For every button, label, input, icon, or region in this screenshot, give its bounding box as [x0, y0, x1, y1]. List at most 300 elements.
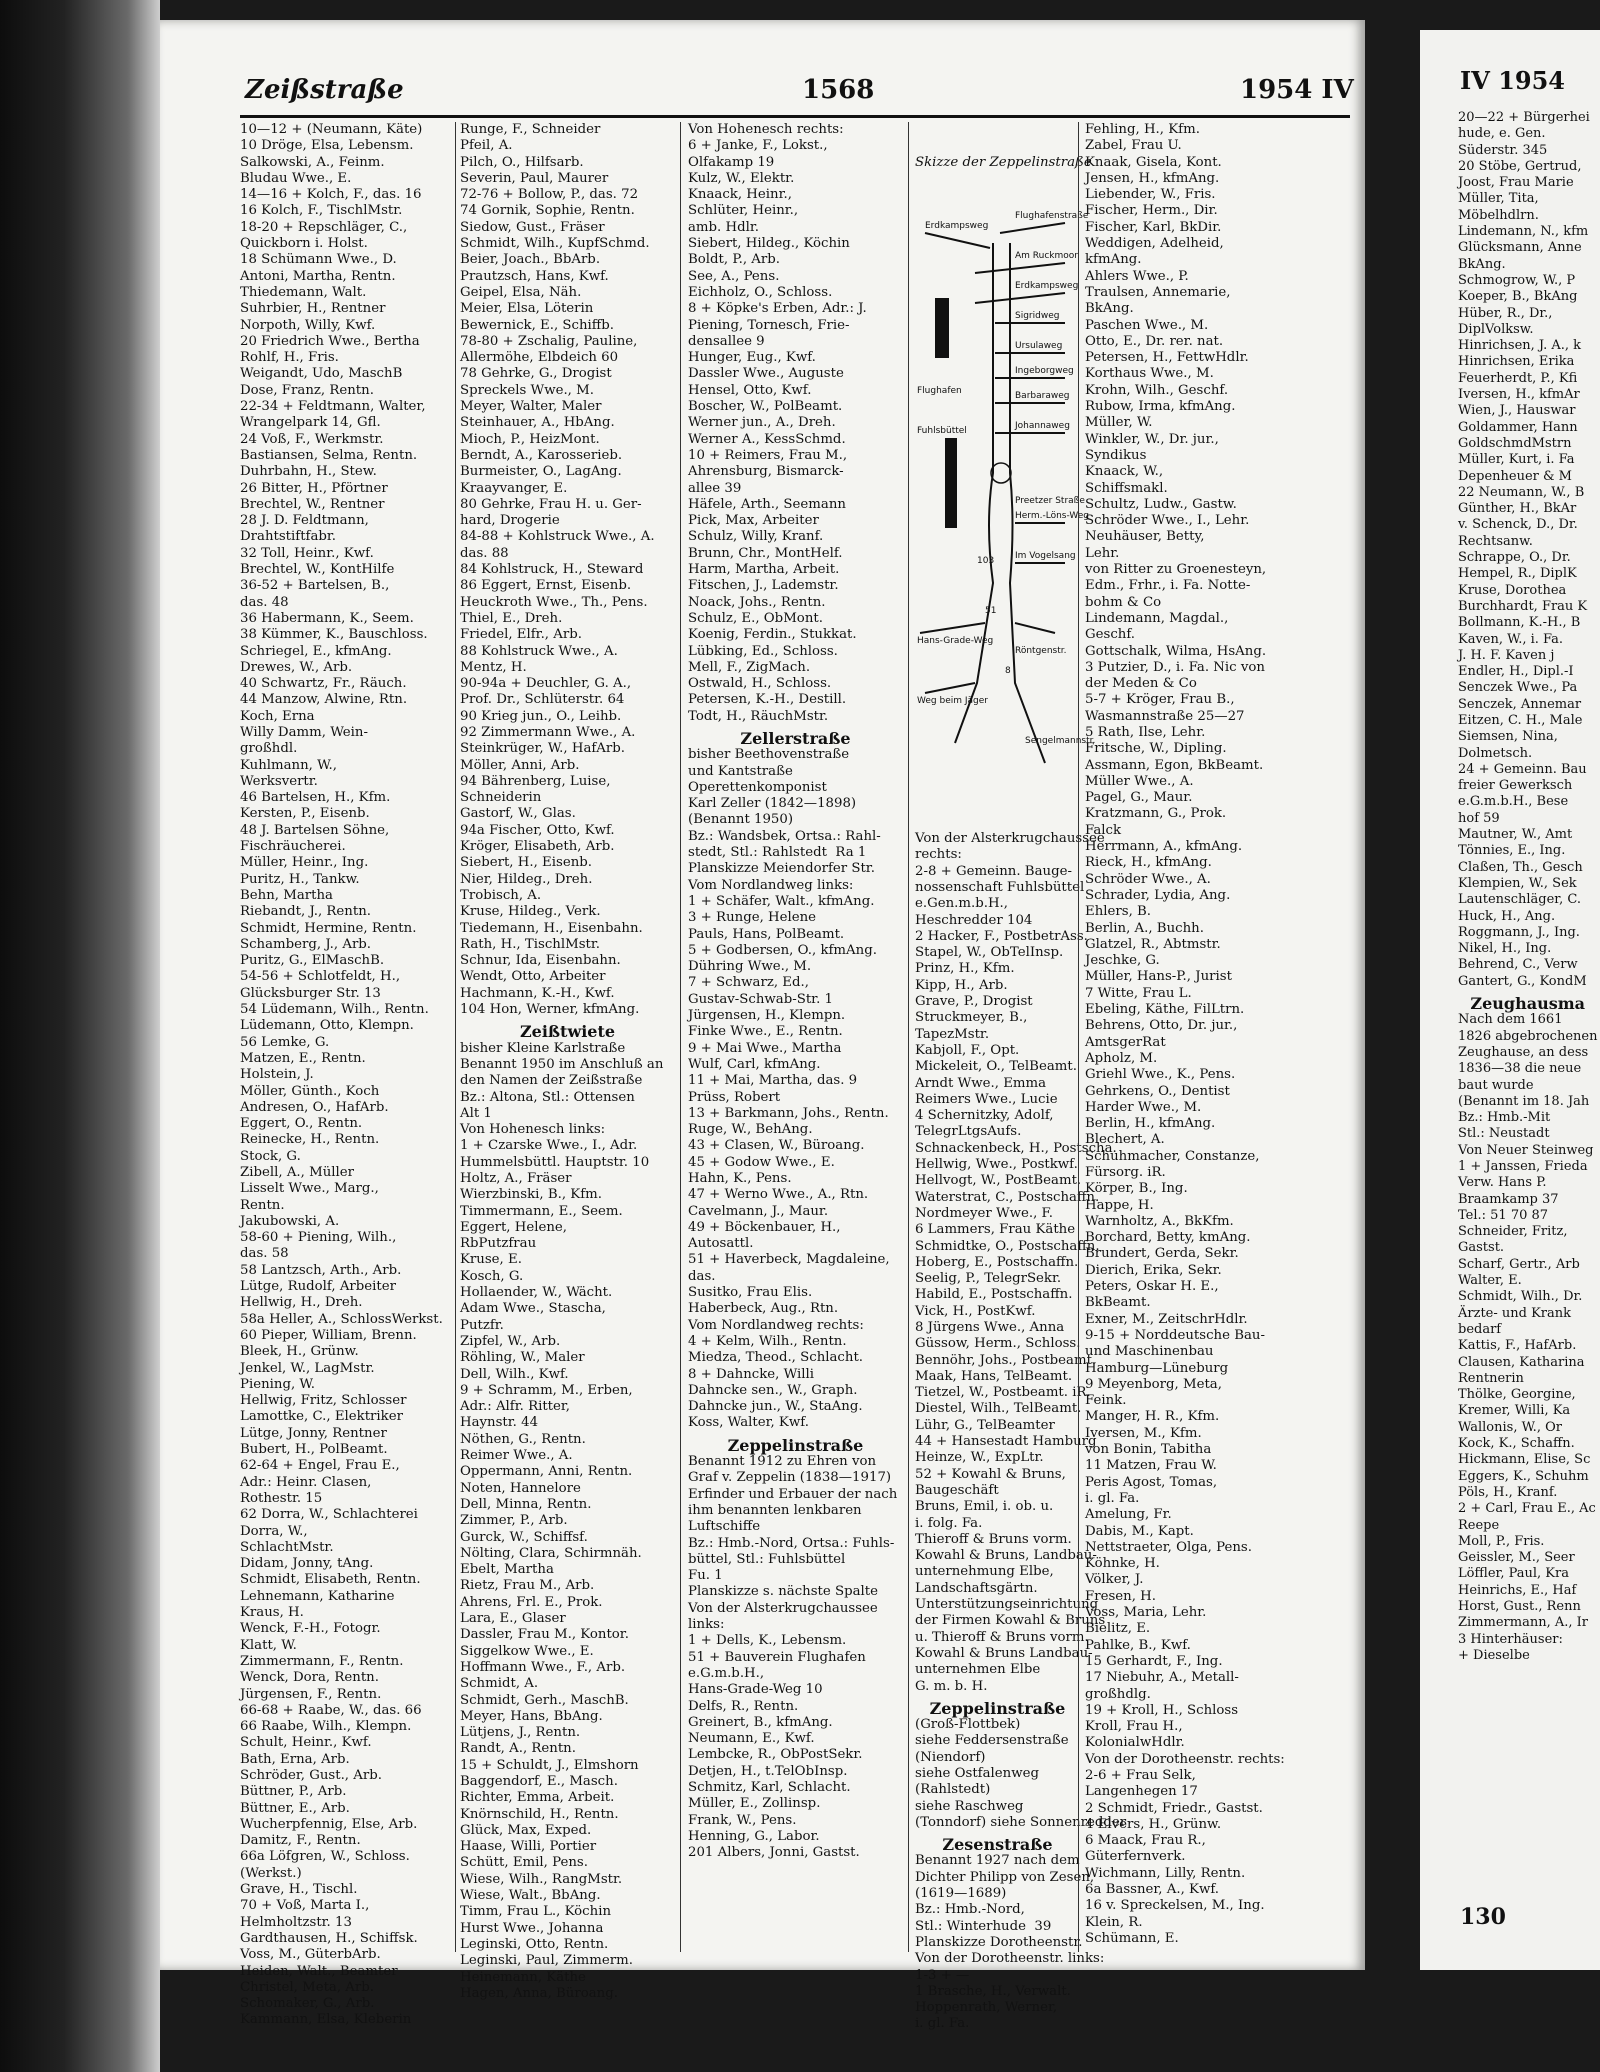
directory-entry: Heschredder 104	[915, 912, 1033, 928]
directory-entry: Güssow, Herm., Schloss.	[915, 1336, 1081, 1352]
directory-entry: 84 Kohlstruck, H., Steward	[460, 562, 644, 578]
directory-entry: Zeughause, an dess	[1458, 1044, 1589, 1060]
directory-entry: Lembcke, R., ObPostSekr.	[688, 1747, 863, 1763]
directory-entry: Hachmann, K.-H., Kwf.	[460, 985, 615, 1001]
directory-entry: Leginski, Otto, Rentn.	[460, 1936, 609, 1952]
sketch-label: Weg beim Jäger	[917, 696, 988, 707]
directory-entry: Alt 1	[460, 1105, 492, 1121]
directory-entry: 51 + Bauverein Flughafen	[688, 1649, 866, 1665]
directory-entry: Pfeil, A.	[460, 138, 513, 154]
directory-entry: Kremer, Willi, Ka	[1458, 1403, 1571, 1419]
directory-entry: Adr.: Heinr. Clasen,	[240, 1474, 372, 1490]
directory-entry: 1836—38 die neue	[1458, 1061, 1582, 1077]
sketch-label: 51	[985, 606, 997, 617]
directory-entry: Schmidtke, O., Postschaffn.	[915, 1238, 1100, 1254]
directory-entry: 36 Habermann, K., Seem.	[240, 610, 414, 626]
directory-entry: Damitz, F., Rentn.	[240, 1833, 361, 1849]
sketch-label: Hans-Grade-Weg	[917, 636, 994, 647]
directory-entry: u. Thieroff & Bruns vorm.	[915, 1629, 1089, 1645]
directory-entry: 48 J. Bartelsen Söhne,	[240, 822, 390, 838]
directory-entry: 16 v. Spreckelsen, M., Ing.	[1085, 1898, 1265, 1914]
directory-entry: 5 + Godbersen, O., kfmAng.	[688, 942, 877, 958]
directory-entry: Nöthen, G., Rentn.	[460, 1431, 586, 1447]
directory-entry: Nölting, Clara, Schirmnäh.	[460, 1545, 642, 1561]
directory-entry: Müller Wwe., A.	[1085, 773, 1194, 789]
directory-entry: Benannt 1912 zu Ehren von	[688, 1454, 877, 1470]
directory-entry: 62-64 + Engel, Frau E.,	[240, 1458, 400, 1474]
section-heading: Zellerstraße	[740, 728, 851, 748]
directory-entry: (Benannt im 18. Jah	[1458, 1093, 1590, 1109]
sketch-label: Preetzer Straße	[1015, 496, 1085, 507]
directory-entry: 6 + Janke, F., Lokst.,	[688, 138, 828, 154]
directory-entry: links:	[688, 1617, 725, 1633]
directory-entry: Henning, G., Labor.	[688, 1828, 820, 1844]
directory-entry: Günther, H., BkAr	[1458, 501, 1577, 517]
directory-entry: Finke Wwe., E., Rentn.	[688, 1024, 843, 1040]
directory-entry: Bleek, H., Grünw.	[240, 1344, 359, 1360]
directory-entry: Lütge, Jonny, Rentner	[240, 1425, 387, 1441]
directory-entry: siehe Feddersenstraße	[915, 1733, 1069, 1749]
directory-entry: Stl.: Neustadt	[1458, 1126, 1550, 1142]
directory-entry: Schult, Heinr., Kwf.	[240, 1735, 372, 1751]
directory-entry: unternehmung Elbe,	[915, 1564, 1054, 1580]
directory-entry: Zimmermann, A., Ir	[1458, 1615, 1588, 1631]
section-heading: Zeppelinstraße	[727, 1435, 864, 1455]
directory-entry: Dierich, Erika, Sekr.	[1085, 1262, 1222, 1278]
directory-entry: 51 + Haverbeck, Magdaleine,	[688, 1252, 890, 1268]
directory-entry: Piening, W.	[240, 1376, 315, 1392]
directory-entry: Schmidt, Wilh., KupfSchmd.	[460, 236, 650, 252]
directory-entry: das. 58	[240, 1246, 289, 1262]
directory-entry: Operettenkomponist	[688, 779, 827, 795]
directory-entry: 9-15 + Norddeutsche Bau-	[1085, 1327, 1265, 1343]
directory-entry: Iversen, H., kfmAr	[1458, 387, 1580, 403]
directory-entry: 6 Maack, Frau R.,	[1085, 1833, 1206, 1849]
directory-entry: Möller, Anni, Arb.	[460, 757, 580, 773]
sketch-label: Johannaweg	[1015, 421, 1070, 432]
sketch-label: Sigridweg	[1015, 311, 1060, 322]
directory-entry: Leginski, Paul, Zimmerm.	[460, 1953, 633, 1969]
directory-entry: 6a Bassner, A., Kwf.	[1085, 1882, 1220, 1898]
directory-entry: Warnholtz, A., BkKfm.	[1085, 1213, 1234, 1229]
directory-entry: Berlin, A., Buchh.	[1085, 920, 1204, 936]
directory-entry: Bath, Erna, Arb.	[240, 1751, 350, 1767]
directory-entry: Jürgensen, F., Rentn.	[240, 1686, 382, 1702]
directory-entry: (1619—1689)	[915, 1886, 1007, 1902]
directory-entry: Assmann, Egon, BkBeamt.	[1085, 757, 1264, 773]
column-divider	[455, 122, 456, 1952]
directory-entry: der Firmen Kowahl & Bruns	[915, 1613, 1106, 1629]
directory-entry: 54-56 + Schlotfeldt, H.,	[240, 969, 401, 985]
directory-entry: Hellwig, Wwe., Postkwf.	[915, 1157, 1078, 1173]
directory-entry: Wrangelpark 14, Gfl.	[240, 415, 381, 431]
directory-entry: Goldammer, Hann	[1458, 419, 1578, 435]
directory-entry: Schmidt, Elisabeth, Rentn.	[240, 1572, 421, 1588]
directory-entry: Pauls, Hans, PolBeamt.	[688, 926, 845, 942]
directory-entry: Burchhardt, Frau K	[1458, 598, 1588, 614]
directory-entry: Schmogrow, W., P	[1458, 272, 1576, 288]
directory-entry: Heiden, Walt., Beamter	[240, 1963, 398, 1979]
directory-entry: Noack, Johs., Rentn.	[688, 594, 826, 610]
directory-entry: 15 + Schuldt, J., Elmshorn	[460, 1757, 639, 1773]
directory-entry: Schultz, Ludw., Gastw.	[1085, 496, 1237, 512]
directory-entry: 32 Toll, Heinr., Kwf.	[240, 545, 374, 561]
directory-entry: 104 Hon, Werner, kfmAng.	[460, 1002, 640, 1018]
sketch-label: Ursulaweg	[1015, 341, 1063, 352]
directory-entry: Dühring Wwe., M.	[688, 959, 812, 975]
directory-entry: Reimer Wwe., A.	[460, 1448, 573, 1464]
directory-entry: Geschf.	[1085, 627, 1135, 643]
directory-entry: Röhling, W., Maler	[460, 1350, 585, 1366]
directory-entry: Mell, F., ZigMach.	[688, 659, 811, 675]
directory-entry: 8 Jürgens Wwe., Anna	[915, 1319, 1065, 1335]
directory-entry: unternehmen Elbe	[915, 1662, 1041, 1678]
directory-entry: Haase, Willi, Portier	[460, 1839, 597, 1855]
directory-entry: Nach dem 1661	[1458, 1012, 1563, 1028]
directory-entry: Adr.: Alfr. Ritter,	[460, 1399, 571, 1415]
directory-entry: 66a Löfgren, W., Schloss.	[240, 1849, 410, 1865]
directory-entry: Frank, W., Pens.	[688, 1812, 797, 1828]
directory-entry: Nikel, H., Ing.	[1458, 941, 1552, 957]
directory-entry: Hans-Grade-Weg 10	[688, 1682, 823, 1698]
directory-entry: 10 Dröge, Elsa, Lebensm.	[240, 138, 414, 154]
directory-entry: hude, e. Gen.	[1458, 126, 1546, 142]
directory-entry: Quickborn i. Holst.	[240, 236, 368, 252]
directory-entry: 54 Lüdemann, Wilh., Rentn.	[240, 1002, 429, 1018]
section-heading: Zeißtwiete	[519, 1022, 616, 1042]
directory-entry: Cavelmann, J., Maur.	[688, 1203, 829, 1219]
directory-entry: Gurck, W., Schiffsf.	[460, 1529, 588, 1545]
directory-entry: Tietzel, W., Postbeamt. iR.	[915, 1385, 1091, 1401]
directory-entry: Hurst Wwe., Johanna	[460, 1920, 604, 1936]
directory-entry: Otto, E., Dr. rer. nat.	[1085, 333, 1224, 349]
directory-entry: Feuerherdt, P., Kfi	[1458, 370, 1578, 386]
directory-entry: Stock, G.	[240, 1148, 301, 1164]
directory-entry: Miedza, Theod., Schlacht.	[688, 1350, 864, 1366]
directory-entry: 72-76 + Bollow, P., das. 72	[460, 187, 639, 203]
directory-entry: Kipp, H., Arb.	[915, 977, 1008, 993]
directory-entry: Knörnschild, H., Rentn.	[460, 1806, 619, 1822]
directory-entry: Neumann, E., Kwf.	[688, 1731, 815, 1747]
directory-entry: Kraayvanger, E.	[460, 480, 568, 496]
directory-entry: Roggmann, J., Ing.	[1458, 924, 1580, 940]
directory-entry: Thieroff & Bruns vorm.	[915, 1531, 1072, 1547]
directory-entry: Schmidt, A.	[460, 1676, 539, 1692]
directory-entry: Rieck, H., kfmAng.	[1085, 855, 1212, 871]
directory-entry: DiplVolksw.	[1458, 321, 1534, 337]
directory-entry: 5 Rath, Ilse, Lehr.	[1085, 724, 1206, 740]
directory-entry: Schröder Wwe., A.	[1085, 871, 1211, 887]
directory-entry: Benannt 1950 im Anschluß an	[460, 1056, 664, 1072]
directory-entry: Kammann, Elsa, Kleberin	[240, 2012, 412, 2028]
directory-entry: Wasmannstraße 25—27	[1085, 708, 1245, 724]
directory-entry: G. m. b. H.	[915, 1678, 988, 1694]
directory-entry: Kulz, W., Elektr.	[688, 170, 795, 186]
directory-entry: Schnackenbeck, H., Postscha.	[915, 1140, 1117, 1156]
directory-entry: bisher Kleine Karlstraße	[460, 1040, 626, 1056]
directory-entry: Grave, H., Tischl.	[240, 1882, 358, 1898]
directory-entry: 66-68 + Raabe, W., das. 66	[240, 1702, 422, 1718]
directory-entry: Müller, W.	[1085, 415, 1153, 431]
directory-entry: Behrend, C., Verw	[1458, 957, 1578, 973]
directory-entry: Von Hohenesch links:	[460, 1122, 606, 1138]
directory-entry: Wallonis, W., Or	[1458, 1419, 1562, 1435]
directory-entry: Planskizze Dorotheenstr.	[915, 1934, 1083, 1950]
directory-entry: Schmidt, Hermine, Rentn.	[240, 920, 417, 936]
directory-entry: Boscher, W., PolBeamt.	[688, 399, 843, 415]
directory-entry: Schulz, E., ObMont.	[688, 610, 823, 626]
directory-entry: Braamkamp 37	[1458, 1191, 1559, 1207]
sketch-label: Flughafen	[917, 386, 962, 397]
directory-entry: Kruse, Dorothea	[1458, 582, 1567, 598]
directory-entry: Edm., Frhr., i. Fa. Notte-	[1085, 578, 1251, 594]
directory-entry: Iversen, M., Kfm.	[1085, 1425, 1202, 1441]
directory-entry: 20 Friedrich Wwe., Bertha	[240, 333, 420, 349]
directory-entry: 90-94a + Deuchler, G. A.,	[460, 676, 632, 692]
directory-entry: Reinecke, H., Rentn.	[240, 1132, 380, 1148]
directory-entry: Hunger, Eug., Kwf.	[688, 350, 816, 366]
directory-entry: Kruse, E.	[460, 1252, 522, 1268]
directory-entry: Bubert, H., PolBeamt.	[240, 1442, 388, 1458]
directory-entry: hof 59	[1458, 810, 1500, 826]
directory-entry: Berndt, A., Karosserieb.	[460, 447, 623, 463]
directory-entry: See, A., Pens.	[688, 268, 780, 284]
directory-entry: Steinkrüger, W., HafArb.	[460, 741, 626, 757]
directory-entry: 92 Zimmermann Wwe., A.	[460, 724, 636, 740]
directory-entry: Dichter Philipp von Zesen,	[915, 1869, 1095, 1885]
directory-entry: 66 Raabe, Wilh., Klempn.	[240, 1719, 412, 1735]
directory-entry: 44 Manzow, Alwine, Rtn.	[240, 692, 408, 708]
directory-entry: Baugeschäft	[915, 1482, 999, 1498]
directory-entry: Vom Nordlandweg links:	[688, 877, 854, 893]
sketch-label: Erdkampsweg	[1015, 281, 1079, 292]
directory-entry: Wierzbinski, B., Kfm.	[460, 1187, 602, 1203]
directory-entry: e.G.m.b.H.,	[688, 1665, 765, 1681]
directory-entry: Von der Dorotheenstr. links:	[915, 1951, 1105, 1967]
directory-entry: Knaak, Gisela, Kont.	[1085, 154, 1222, 170]
directory-entry: baut wurde	[1458, 1077, 1534, 1093]
directory-entry: Wendt, Otto, Arbeiter	[460, 969, 606, 985]
directory-entry: Weddigen, Adelheid,	[1085, 236, 1224, 252]
directory-entry: Haynstr. 44	[460, 1415, 539, 1431]
directory-entry: 60 Pieper, William, Brenn.	[240, 1327, 417, 1343]
directory-entry: Randt, A., Rentn.	[460, 1741, 576, 1757]
directory-entry: Ebelt, Martha	[460, 1562, 554, 1578]
directory-entry: 3 + Runge, Helene	[688, 910, 817, 926]
directory-entry: Klatt, W.	[240, 1637, 297, 1653]
directory-entry: Bewernick, E., Schiffb.	[460, 317, 614, 333]
directory-entry: BkAng.	[1458, 256, 1506, 272]
directory-entry: Greinert, B., kfmAng.	[688, 1714, 833, 1730]
directory-entry: Brundert, Gerda, Sekr.	[1085, 1246, 1239, 1262]
directory-entry: Rath, H., TischlMstr.	[460, 936, 600, 952]
directory-entry: Matzen, E., Rentn.	[240, 1050, 366, 1066]
directory-entry: Dassler, Frau M., Kontor.	[460, 1627, 629, 1643]
directory-entry: Peris Agost, Tomas,	[1085, 1474, 1218, 1490]
directory-entry: Schümann, E.	[1085, 1930, 1179, 1946]
directory-entry: 36-52 + Bartelsen, B.,	[240, 578, 390, 594]
directory-entry: Andresen, O., HafArb.	[240, 1099, 389, 1115]
directory-entry: 88 Kohlstruck Wwe., A.	[460, 643, 618, 659]
directory-entry: Von der Dorotheenstr. rechts:	[1085, 1751, 1285, 1767]
directory-entry: Süderstr. 345	[1458, 142, 1548, 158]
directory-entry: 2-8 + Gemeinn. Bauge-	[915, 863, 1072, 879]
sketch-label: Barbaraweg	[1015, 391, 1070, 402]
directory-entry: 1 + Janssen, Frieda	[1458, 1159, 1588, 1174]
sketch-label: Flughafenstraße	[1015, 211, 1089, 222]
directory-entry: Wichmann, Lilly, Rentn.	[1085, 1865, 1246, 1881]
directory-entry: 13 + Barkmann, Johs., Rentn.	[688, 1105, 889, 1121]
directory-entry: bedarf	[1458, 1321, 1502, 1337]
directory-entry: Löffler, Paul, Kra	[1458, 1566, 1569, 1582]
directory-entry: (Benannt 1950)	[688, 812, 794, 828]
directory-entry: Werner jun., A., Dreh.	[688, 415, 836, 431]
directory-entry: Kersten, P., Eisenb.	[240, 806, 370, 822]
directory-entry: Büttner, E., Arb.	[240, 1800, 350, 1816]
directory-entry: 1 + Schäfer, Walt., kfmAng.	[688, 893, 875, 909]
directory-entry: Rohlf, H., Fris.	[240, 350, 339, 366]
directory-entry: Möbelhdlrn.	[1458, 207, 1539, 223]
directory-entry: 2-6 + Frau Selk,	[1085, 1767, 1196, 1783]
sketch-label: Röntgenstr.	[1015, 646, 1067, 657]
directory-entry: Schneiderin	[460, 790, 542, 806]
directory-entry: 58-60 + Piening, Wilh.,	[240, 1230, 397, 1246]
directory-entry: allee 39	[688, 480, 742, 496]
directory-entry: Adam Wwe., Stascha,	[460, 1301, 606, 1317]
section-heading: Zeppelinstraße	[929, 1698, 1066, 1718]
directory-entry: Geissler, M., Seer	[1458, 1550, 1575, 1566]
directory-entry: Drewes, W., Arb.	[240, 659, 353, 675]
directory-entry: 80 Gehrke, Frau H. u. Ger-	[460, 496, 642, 512]
directory-entry: Schröder Wwe., I., Lehr.	[1085, 513, 1250, 529]
directory-entry: Dahncke sen., W., Graph.	[688, 1382, 858, 1398]
directory-entry: Ahrensburg, Bismarck-	[688, 464, 844, 480]
directory-entry: Rechtsanw.	[1458, 533, 1533, 549]
directory-entry: SchlachtMstr.	[240, 1539, 334, 1555]
directory-entry: 2 Hacker, F., PostbetrAss.	[915, 928, 1088, 944]
directory-entry: Harder Wwe., M.	[1085, 1099, 1202, 1115]
directory-entry: Jürgensen, H., Klempn.	[688, 1008, 846, 1024]
directory-entry: Horst, Gust., Renn	[1458, 1599, 1581, 1615]
directory-entry: Christel, Meta, Arb.	[240, 1979, 374, 1995]
directory-entry: Lüdemann, Otto, Klempn.	[240, 1018, 414, 1034]
directory-entry: 49 + Böckenbauer, H.,	[688, 1219, 841, 1235]
directory-entry: Noten, Hannelore	[460, 1480, 581, 1496]
directory-entry: Petersen, H., FettwHdlr.	[1085, 350, 1249, 366]
directory-entry: 90 Krieg jun., O., Leihb.	[460, 708, 622, 724]
year-volume: 1954 IV	[1240, 75, 1354, 105]
directory-entry: Hempel, R., DiplK	[1458, 566, 1577, 582]
directory-entry: Wenck, F.-H., Fotogr.	[240, 1621, 381, 1637]
directory-entry: Ostwald, H., Schloss.	[688, 676, 832, 692]
directory-entry: (Werkst.)	[240, 1865, 302, 1881]
directory-entry: 3 Hinterhäuser:	[1458, 1631, 1563, 1647]
directory-entry: Antoni, Martha, Rentn.	[240, 268, 396, 284]
directory-entry: 94a Fischer, Otto, Kwf.	[460, 822, 615, 838]
directory-entry: Rentnerin	[1458, 1370, 1524, 1386]
directory-entry: siehe Raschweg	[915, 1798, 1024, 1814]
directory-entry: Bennöhr, Johs., Postbeamt.	[915, 1352, 1097, 1368]
book-spine	[0, 0, 160, 2072]
directory-entry: Bz.: Hmb.-Mit	[1458, 1110, 1551, 1126]
directory-entry: Claßen, Th., Gesch	[1458, 859, 1583, 875]
directory-entry: Rietz, Frau M., Arb.	[460, 1578, 595, 1594]
directory-entry: Bollmann, K.-H., B	[1458, 615, 1581, 631]
directory-entry: Lara, E., Glaser	[460, 1611, 566, 1627]
directory-entry: Siggelkow Wwe., E.	[460, 1643, 594, 1659]
directory-entry: Dassler Wwe., Auguste	[688, 366, 844, 382]
directory-entry: Von Neuer Steinweg	[1458, 1142, 1594, 1158]
directory-entry: Gantert, G., KondM	[1458, 973, 1587, 989]
directory-entry: Heinrichs, E., Haf	[1458, 1582, 1577, 1598]
directory-page	[160, 20, 1365, 2032]
directory-entry: Landschaftsgärtn.	[915, 1580, 1038, 1596]
directory-entry: Häfele, Arth., Seemann	[688, 496, 846, 512]
directory-entry: Eggert, O., Rentn.	[240, 1116, 363, 1132]
directory-entry: Hellvogt, W., PostBeamt.	[915, 1173, 1082, 1189]
directory-entry: Struckmeyer, B.,	[915, 1010, 1028, 1026]
directory-entry: Reepe	[1458, 1517, 1500, 1533]
directory-entry: Meyer, Hans, BbAng.	[460, 1708, 603, 1724]
sketch-label: 8	[1005, 666, 1011, 677]
directory-entry: Putzfr.	[460, 1317, 504, 1333]
column-4	[1085, 122, 1295, 1947]
directory-entry: i. folg. Fa.	[915, 1515, 983, 1531]
directory-entry: Schröder, Gust., Arb.	[240, 1767, 382, 1783]
directory-entry: (Niendorf)	[915, 1749, 986, 1765]
directory-entry: Hoberg, E., Postschaffn.	[915, 1254, 1079, 1270]
directory-entry: Berlin, H., kfmAng.	[1085, 1116, 1216, 1132]
directory-entry: Wulf, Carl, kfmAng.	[688, 1056, 821, 1072]
directory-entry: Dell, Wilh., Kwf.	[460, 1366, 569, 1382]
directory-entry: Severin, Paul, Maurer	[460, 170, 609, 186]
directory-entry: Dahncke jun., W., StaAng.	[688, 1399, 863, 1415]
directory-entry: Falck	[1085, 822, 1122, 838]
directory-entry: Schriegel, E., kfmAng.	[240, 643, 392, 659]
directory-entry: 20 Stöbe, Gertrud,	[1458, 158, 1582, 174]
directory-entry: Prüss, Robert	[688, 1089, 781, 1105]
directory-entry: Steinhauer, A., HbAng.	[460, 415, 615, 431]
directory-entry: 40 Schwartz, Fr., Räuch.	[240, 676, 407, 692]
directory-entry: 70 + Voß, Marta I.,	[240, 1898, 370, 1914]
directory-entry: Mioch, P., HeizMont.	[460, 431, 600, 447]
directory-entry: Bruns, Emil, i. ob. u.	[915, 1499, 1054, 1515]
directory-entry: 4 Schernitzky, Adolf,	[915, 1108, 1054, 1124]
directory-entry: 58 Lantzsch, Arth., Arb.	[240, 1262, 402, 1278]
directory-entry: 7 + Schwarz, Ed.,	[688, 975, 809, 991]
directory-entry: 22 Neumann, W., B	[1458, 484, 1585, 500]
directory-entry: Piening, Tornesch, Frie-	[688, 317, 850, 333]
directory-entry: amb. Hdlr.	[688, 219, 759, 235]
directory-entry: Siebert, H., Eisenb.	[460, 855, 592, 871]
directory-entry: Hellwig, Fritz, Schlosser	[240, 1393, 407, 1409]
directory-entry: Bielitz, E.	[1085, 1621, 1151, 1637]
directory-entry: e.Gen.m.b.H.,	[915, 896, 1009, 912]
directory-entry: Fritsche, W., Dipling.	[1085, 741, 1227, 757]
directory-entry: Endler, H., Dipl.-I	[1458, 664, 1574, 680]
directory-entry: Bz.: Hmb.-Nord,	[915, 1902, 1025, 1918]
directory-entry: Rubow, Irma, kfmAng.	[1085, 399, 1236, 415]
directory-entry: Körper, B., Ing.	[1085, 1181, 1188, 1197]
directory-entry: Dorra, W.,	[240, 1523, 308, 1539]
sketch-caption: Skizze der Zeppelinstraße	[915, 154, 1092, 170]
directory-entry: Kosch, G.	[460, 1268, 524, 1284]
directory-entry: Kowahl & Bruns Landbau-	[915, 1645, 1093, 1661]
directory-entry: Siemsen, Nina,	[1458, 729, 1558, 745]
column-2	[460, 122, 675, 2002]
directory-entry: Bludau Wwe., E.	[240, 170, 352, 186]
directory-entry: den Namen der Zeißstraße	[460, 1073, 643, 1089]
